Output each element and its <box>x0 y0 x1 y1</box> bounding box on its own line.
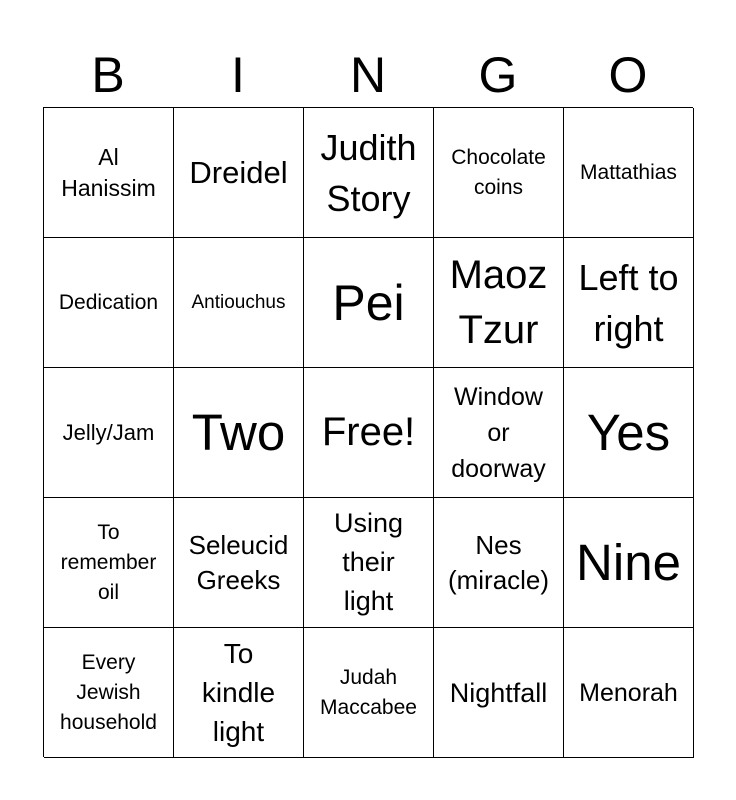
bingo-cell[interactable] <box>44 498 174 628</box>
bingo-cell[interactable] <box>174 368 304 498</box>
cell-label: Pei <box>332 274 405 331</box>
header-letter-i: I <box>231 47 245 103</box>
cell-label: Seleucid Greeks <box>188 529 289 595</box>
header-letter-n: N <box>349 47 387 103</box>
cell-label: Nightfall <box>449 677 548 708</box>
cell-label: Judah Maccabee <box>320 665 417 719</box>
cell-label: Using their light <box>333 508 404 616</box>
cell-label: Menorah <box>579 678 678 707</box>
bingo-cell[interactable] <box>44 238 174 368</box>
bingo-header <box>43 44 693 106</box>
cell-label: Jelly/Jam <box>62 419 155 445</box>
cell-label: Dreidel <box>189 154 288 190</box>
cell-label: Chocolate coins <box>451 145 546 199</box>
cell-label: Nine <box>576 533 681 591</box>
cell-label: Yes <box>586 403 671 461</box>
cell-label: Two <box>191 403 286 461</box>
header-letter-o: O <box>608 47 648 103</box>
bingo-cell[interactable] <box>304 108 434 238</box>
cell-label: To kindle light <box>201 638 276 747</box>
cell-label: Maoz Tzur <box>449 252 548 352</box>
cell-label: Free! <box>321 410 416 454</box>
bingo-cell[interactable] <box>304 628 434 758</box>
bingo-cell[interactable] <box>564 238 694 368</box>
bingo-cell[interactable] <box>434 368 564 498</box>
cell-label: Left to right <box>578 256 679 349</box>
cell-label: Antiouchus <box>191 291 286 313</box>
cell-label: Nes (miracle) <box>447 529 550 595</box>
bingo-cell[interactable] <box>564 368 694 498</box>
bingo-cell[interactable] <box>44 368 174 498</box>
bingo-cell[interactable] <box>434 628 564 758</box>
cell-label: Al Hanissim <box>61 143 156 201</box>
cell-label: Window or doorway <box>451 382 546 483</box>
cell-label: To remember oil <box>60 520 157 604</box>
bingo-card-grid <box>43 107 693 757</box>
bingo-cell[interactable] <box>434 498 564 628</box>
cell-label: Every Jewish household <box>60 650 157 734</box>
bingo-cell[interactable] <box>434 238 564 368</box>
bingo-cell[interactable] <box>44 108 174 238</box>
bingo-cell[interactable] <box>174 498 304 628</box>
bingo-cell[interactable] <box>174 108 304 238</box>
cell-label: Dedication <box>58 290 159 314</box>
bingo-cell[interactable] <box>434 108 564 238</box>
bingo-cell[interactable] <box>564 498 694 628</box>
bingo-cell[interactable] <box>174 238 304 368</box>
bingo-cell[interactable] <box>304 498 434 628</box>
bingo-cell[interactable] <box>304 238 434 368</box>
cell-label: Mattathias <box>580 160 677 184</box>
header-letter-b: B <box>91 47 125 103</box>
bingo-cell[interactable] <box>44 628 174 758</box>
header-letter-g: G <box>478 47 518 103</box>
bingo-cell[interactable] <box>564 628 694 758</box>
cell-label: Judith Story <box>320 126 417 219</box>
bingo-cell[interactable] <box>174 628 304 758</box>
bingo-cell[interactable] <box>564 108 694 238</box>
bingo-cell[interactable] <box>304 368 434 498</box>
